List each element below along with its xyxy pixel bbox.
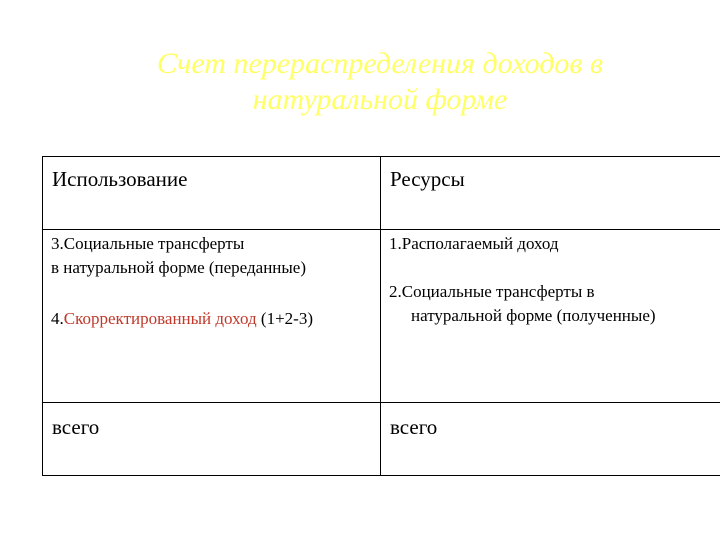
use-item-3-line2: в натуральной форме (переданные) bbox=[51, 258, 307, 277]
use-total-cell bbox=[43, 403, 381, 476]
table-header-row bbox=[43, 157, 720, 230]
resource-items-cell bbox=[381, 230, 720, 403]
use-item-3 bbox=[51, 232, 380, 280]
use-item-4-formula: (1+2-3) bbox=[256, 309, 313, 328]
use-total-label: всего bbox=[52, 415, 100, 439]
slide-title-line1: Счет перераспределения доходов в bbox=[157, 47, 603, 80]
use-item-4-text: Скорректированный доход bbox=[63, 309, 257, 328]
use-item-3-number: 3. bbox=[51, 234, 64, 253]
resource-item-2-line2: натуральной форме (полученные) bbox=[411, 306, 656, 325]
header-resources-label: Ресурсы bbox=[390, 167, 465, 191]
table-body-row bbox=[43, 230, 720, 403]
resources-total-label: всего bbox=[390, 415, 438, 439]
use-items-cell bbox=[43, 230, 381, 403]
use-item-4-number: 4. bbox=[51, 309, 64, 328]
redistribution-account-table bbox=[42, 156, 720, 476]
resource-item-1-number: 1. bbox=[389, 234, 402, 253]
table-footer-row bbox=[43, 403, 720, 476]
slide-title-line2: натуральной форме bbox=[252, 83, 508, 116]
resource-item-1-text: Располагаемый доход bbox=[401, 234, 559, 253]
resources-total-cell bbox=[381, 403, 720, 476]
slide-title bbox=[100, 46, 660, 118]
resource-item-2 bbox=[389, 280, 720, 328]
header-use-label: Использование bbox=[52, 167, 188, 191]
header-resources-cell bbox=[381, 157, 720, 230]
header-use-cell bbox=[43, 157, 381, 230]
resource-item-2-line1: Социальные трансферты в bbox=[401, 282, 595, 301]
use-item-4 bbox=[51, 307, 380, 331]
use-item-3-line1: Социальные трансферты bbox=[63, 234, 245, 253]
resource-items bbox=[381, 230, 720, 328]
resource-item-1 bbox=[389, 232, 720, 256]
resource-item-2-number: 2. bbox=[389, 282, 402, 301]
use-items bbox=[43, 230, 380, 331]
